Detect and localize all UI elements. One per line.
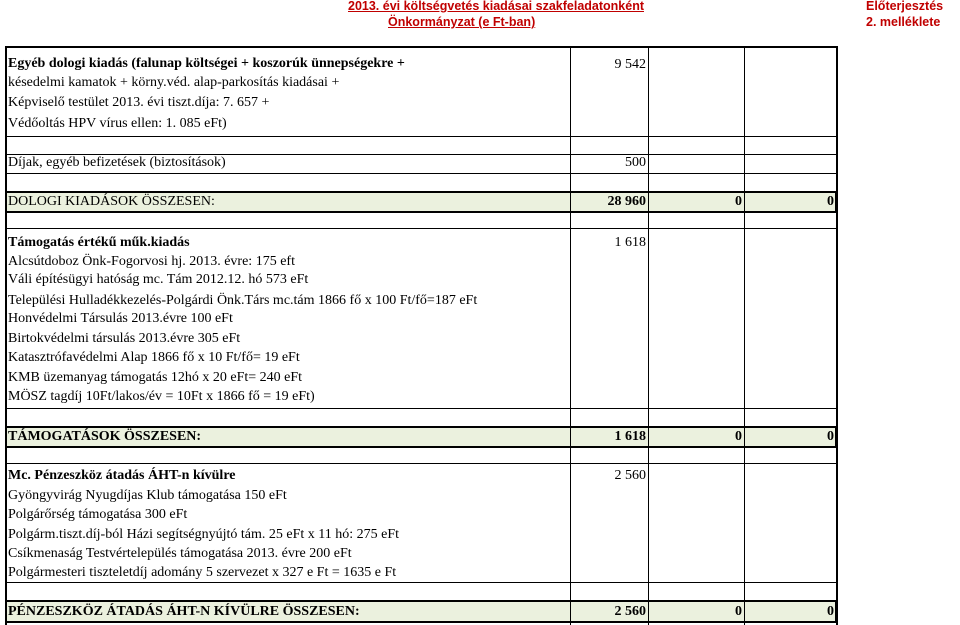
row-label: Támogatás értékű műk.kiadás: [8, 235, 190, 250]
row-label: Képviselő testület 2013. évi tiszt.díja: 7. 657 +: [8, 95, 270, 110]
row-label: Díjak, egyéb befizetések (biztosítások): [8, 155, 226, 170]
dologi-total-label: DOLOGI KIADÁSOK ÖSSZESEN:: [8, 194, 215, 209]
grid-line: [5, 173, 838, 174]
row-value: 9 542: [614, 57, 646, 72]
dologi-total-value: 0: [735, 194, 742, 209]
grid-line: [5, 228, 838, 229]
row-label: Mc. Pénzeszköz átadás ÁHT-n kívülre: [8, 468, 236, 483]
tam-total-value: 0: [827, 429, 834, 444]
dologi-total-value: 0: [827, 194, 834, 209]
row-label: Gyöngyvirág Nyugdíjas Klub támogatása 150 eFt: [8, 488, 287, 503]
tam-total-value: 1 618: [614, 429, 646, 444]
status-label: Előterjesztés: [866, 0, 944, 13]
row-label: MÖSZ tagdíj 10Ft/lakos/év = 10Ft x 1866 fő = 19 eFt): [8, 389, 315, 404]
row-value: 1 618: [614, 235, 646, 250]
row-label: Alcsútdoboz Önk-Fogorvosi hj. 2013. évre: 175 eft: [8, 254, 295, 269]
row-value: 2 560: [614, 468, 646, 483]
penz-total-value: 0: [827, 604, 834, 619]
row-label: Polgármesteri tiszteletdíj adomány 5 szervezet x 327 e Ft = 1635 e Ft: [8, 565, 397, 580]
row-label: Polgárm.tiszt.díj-ból Házi segítségnyújtó tám. 25 eFt x 11 hó: 275 eFt: [8, 527, 400, 542]
row-label: Váli építésügyi hatóság mc. Tám 2012.12. hó 573 eFt: [8, 272, 309, 287]
grid-line: [648, 46, 649, 625]
penz-total-label: PÉNZESZKÖZ ÁTADÁS ÁHT-N KÍVÜLRE ÖSSZESEN:: [8, 604, 360, 619]
row-label: Csíkmenaság Testvértelepülés támogatása 2013. évre 200 eFt: [8, 546, 352, 561]
row-value: 500: [625, 155, 646, 170]
row-label: Védőoltás HPV vírus ellen: 1. 085 eFt): [8, 116, 227, 131]
document-subtitle: Önkormányzat (e Ft-ban): [388, 15, 536, 29]
row-label: Birtokvédelmi társulás 2013.évre 305 eFt: [8, 331, 241, 346]
tam-total-label: TÁMOGATÁSOK ÖSSZESEN:: [8, 429, 202, 444]
row-label: Egyéb dologi kiadás (falunap költségei + koszorúk ünnepségekre +: [8, 56, 405, 71]
dologi-total-value: 28 960: [607, 194, 646, 209]
row-label: Polgárőrség támogatása 300 eFt: [8, 507, 188, 522]
row-label: KMB üzemanyag támogatás 12hó x 20 eFt= 240 eFt: [8, 370, 303, 385]
grid-line: [5, 136, 838, 137]
penz-total-value: 2 560: [614, 604, 646, 619]
row-label: Katasztrófavédelmi Alap 1866 fő x 10 Ft/fő= 19 eFt: [8, 350, 300, 365]
tam-total-value: 0: [735, 429, 742, 444]
row-label: Honvédelmi Társulás 2013.évre 100 eFt: [8, 311, 233, 326]
grid-line: [744, 46, 745, 625]
grid-line: [5, 46, 7, 625]
grid-line: [836, 46, 838, 625]
grid-line: [5, 463, 838, 464]
grid-line: [5, 582, 838, 583]
grid-line: [570, 46, 571, 625]
row-label: késedelmi kamatok + körny.véd. alap-parkosítás kiadásai +: [8, 75, 340, 90]
annex-label: 2. melléklete: [866, 15, 941, 29]
row-label: Települési Hulladékkezelés-Polgárdi Önk.Társ mc.tám 1866 fő x 100 Ft/fő=187 eFt: [8, 293, 478, 308]
document-title: 2013. évi költségvetés kiadásai szakfeladatonként: [348, 0, 644, 13]
penz-total-value: 0: [735, 604, 742, 619]
grid-line: [5, 408, 838, 409]
grid-line: [5, 46, 838, 48]
